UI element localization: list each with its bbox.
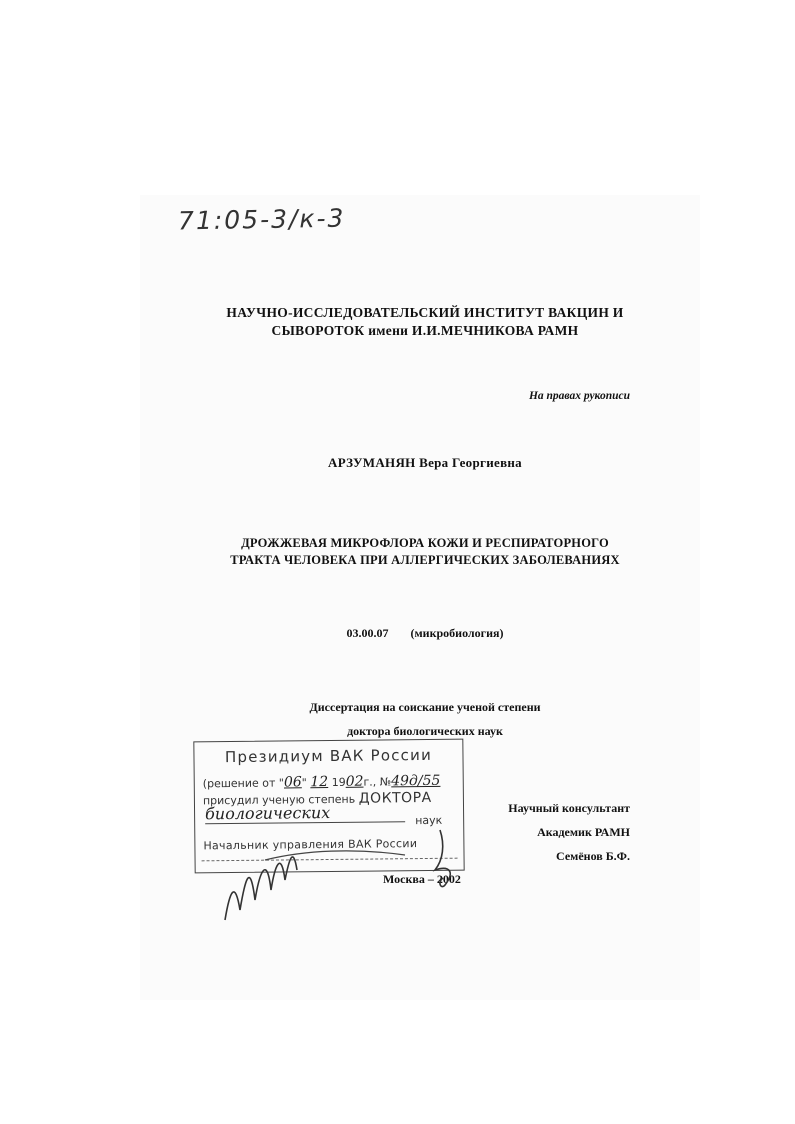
stamp-decision-prefix: (решение от "	[202, 776, 285, 791]
consultant-rank: Академик РАМН	[537, 825, 630, 839]
city-year: Москва – 2002	[383, 872, 461, 886]
stamp-number: 49д/55	[391, 772, 441, 790]
degree-line-1: Диссертация на соискание ученой степени	[309, 700, 541, 714]
manuscript-rights-note: На правах рукописи	[528, 390, 630, 402]
stamp-quote: "	[301, 776, 307, 790]
signature-scribbles	[205, 820, 505, 930]
author-name: АРЗУМАНЯН Вера Георгиевна	[328, 455, 522, 470]
stamp-month: 12	[310, 774, 329, 791]
stamp-decision-line	[203, 773, 441, 791]
stamp-title: Президиум ВАК России	[224, 745, 433, 767]
institute-name	[195, 304, 655, 340]
title-line-2: ТРАКТА ЧЕЛОВЕКА ПРИ АЛЛЕРГИЧЕСКИХ ЗАБОЛЕВАНИЯХ	[230, 553, 620, 567]
institute-line-1: НАУЧНО-ИССЛЕДОВАТЕЛЬСКИЙ ИНСТИТУТ ВАКЦИН И	[226, 305, 624, 320]
signature-right	[435, 830, 450, 887]
archive-code-handwritten: 71:05-3/к-3	[177, 203, 346, 236]
stamp-degree: ДОКТОРА	[358, 789, 432, 807]
degree-line-2: доктора биологических наук	[347, 724, 503, 738]
stamp-head-line: Начальник управления ВАК России	[203, 837, 418, 853]
stamp-year-suffix: 02	[345, 773, 364, 790]
stamp-day: 06	[283, 774, 302, 791]
stamp-nauk: наук	[415, 813, 443, 828]
institute-line-2: СЫВОРОТОК имени И.И.МЕЧНИКОВА РАМН	[271, 323, 579, 338]
signature-left	[225, 857, 297, 920]
signature-flourish	[265, 851, 405, 860]
specialty-code: 03.00.07	[346, 626, 389, 640]
consultant-label: Научный консультант	[508, 801, 630, 815]
stamp-field-handwritten: биологических	[205, 802, 405, 824]
stamp-awarded-prefix: присудил ученую степень	[202, 792, 356, 808]
specialty-name: (микробиология)	[410, 626, 504, 640]
title-line-1: ДРОЖЖЕВАЯ МИКРОФЛОРА КОЖИ И РЕСПИРАТОРНОГО	[241, 536, 609, 550]
consultant-name: Семёнов Б.Ф.	[556, 849, 630, 863]
stamp-num-prefix: г., №	[363, 775, 392, 789]
stamp-year-prefix: 19	[331, 775, 346, 789]
specialty	[195, 626, 655, 641]
dissertation-title	[195, 535, 655, 569]
